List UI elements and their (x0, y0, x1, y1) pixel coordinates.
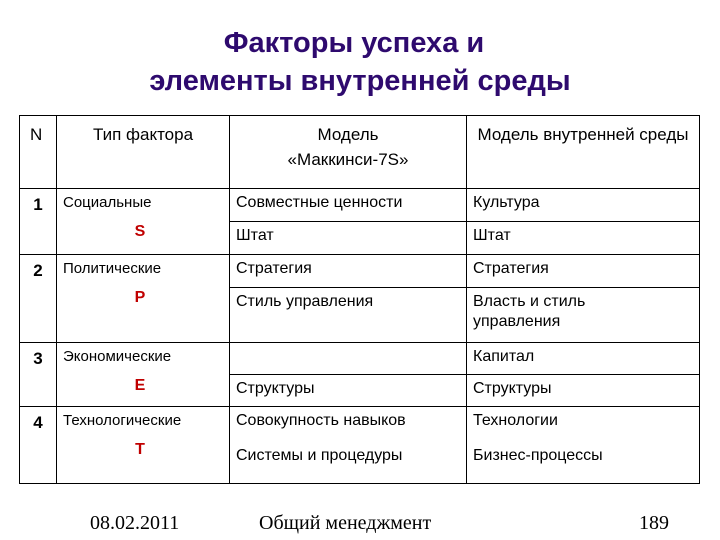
slide-title-line1: Факторы успеха и (223, 27, 485, 59)
factor-letter: S (134, 223, 146, 240)
factor-letter: T (135, 441, 145, 458)
footer-course: Общий менеджмент (259, 512, 432, 534)
slide-title-line2: элементы внутренней среды (149, 65, 571, 97)
row-number: 1 (20, 189, 57, 255)
mckinsey-element: Стратегия (230, 255, 467, 288)
factor-type (57, 343, 230, 407)
mckinsey-element: Совокупность навыков (230, 407, 467, 446)
internal-element: Структуры (467, 375, 700, 407)
factor-letter: E (134, 377, 146, 394)
mckinsey-element: Штат (230, 222, 467, 255)
mckinsey-element: Стиль управления (230, 288, 467, 343)
table-header-row (20, 116, 700, 189)
internal-element: Штат (467, 222, 700, 255)
internal-element: Капитал (467, 343, 700, 375)
internal-element: Технологии (467, 407, 700, 446)
row-number: 2 (20, 255, 57, 343)
internal-element: Власть и стиль управления (467, 288, 700, 343)
mckinsey-element: Совместные ценности (230, 189, 467, 222)
internal-element: Стратегия (467, 255, 700, 288)
factor-type-label: Политические (63, 260, 162, 277)
table-row (20, 343, 700, 375)
mckinsey-element: Структуры (230, 375, 467, 407)
header-n: N (20, 116, 57, 189)
header-type: Тип фактора (57, 116, 230, 189)
factor-type-label: Социальные (63, 194, 152, 211)
factor-type (57, 189, 230, 255)
mckinsey-element: Системы и процедуры (230, 446, 467, 484)
mckinsey-element (230, 343, 467, 375)
factor-type (57, 255, 230, 343)
factor-letter: P (134, 289, 146, 306)
factor-type-label: Экономические (63, 348, 172, 365)
internal-element: Культура (467, 189, 700, 222)
factors-table (19, 115, 700, 484)
header-internal: Модель внутренней среды (467, 116, 700, 189)
table-row (20, 407, 700, 446)
table-row (20, 189, 700, 222)
header-mckinsey: Модель «Маккинси-7S» (230, 116, 467, 189)
row-number: 3 (20, 343, 57, 407)
factor-type-label: Технологические (63, 412, 182, 429)
factor-type (57, 407, 230, 484)
footer-page-number: 189 (639, 512, 669, 534)
row-number: 4 (20, 407, 57, 484)
internal-element: Бизнес-процессы (467, 446, 700, 484)
footer-date: 08.02.2011 (90, 512, 180, 534)
table-row (20, 255, 700, 288)
